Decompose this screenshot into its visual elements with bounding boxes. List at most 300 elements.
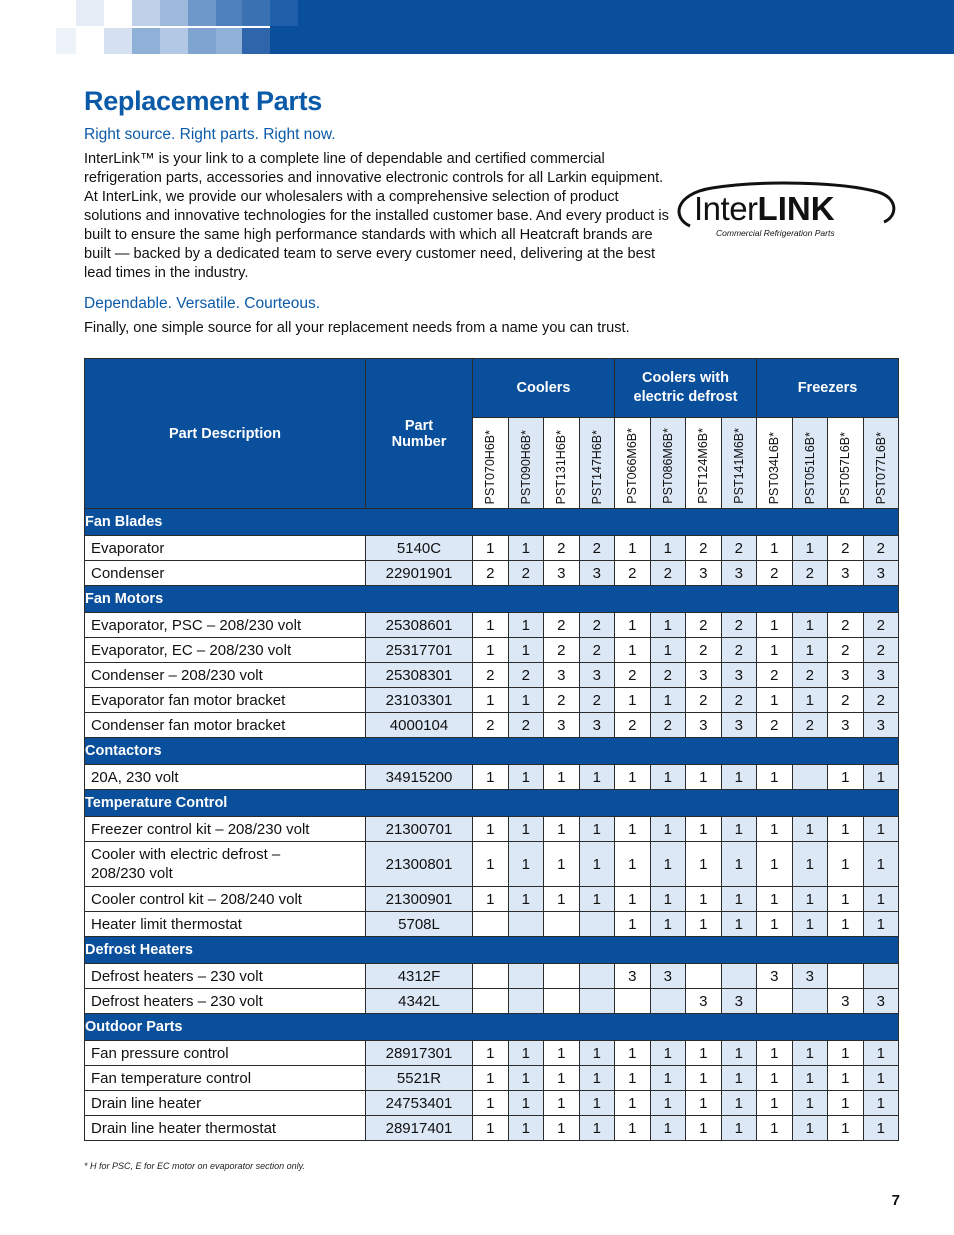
quantity-cell: 1: [792, 536, 828, 561]
quantity-cell: 2: [686, 536, 722, 561]
model-label: PST077L6B*: [873, 431, 888, 504]
quantity-cell: [828, 964, 864, 989]
quantity-cell: 3: [863, 989, 899, 1014]
part-description: Drain line heater thermostat: [85, 1116, 366, 1141]
part-description: Freezer control kit – 208/230 volt: [85, 817, 366, 842]
quantity-cell: 1: [615, 842, 651, 887]
quantity-cell: 1: [579, 1116, 615, 1141]
logo-wordmark: [694, 190, 835, 228]
quantity-cell: 1: [508, 1091, 544, 1116]
quantity-cell: 1: [473, 1091, 509, 1116]
quantity-cell: 3: [686, 663, 722, 688]
model-header: [544, 418, 580, 509]
quantity-cell: 1: [828, 817, 864, 842]
quantity-cell: 1: [650, 817, 686, 842]
quantity-cell: 1: [508, 765, 544, 790]
quantity-cell: 1: [508, 536, 544, 561]
quantity-cell: 1: [757, 842, 793, 887]
table-row: [85, 817, 899, 842]
quantity-cell: 1: [615, 1091, 651, 1116]
quantity-cell: [579, 964, 615, 989]
quantity-cell: 2: [650, 663, 686, 688]
page-number: 7: [891, 1192, 900, 1209]
quantity-cell: 2: [757, 713, 793, 738]
quantity-cell: 2: [508, 713, 544, 738]
quantity-cell: 1: [757, 887, 793, 912]
part-number: 28917301: [366, 1041, 473, 1066]
quantity-cell: [544, 989, 580, 1014]
quantity-cell: 1: [792, 613, 828, 638]
quantity-cell: [508, 989, 544, 1014]
quantity-cell: 3: [721, 663, 757, 688]
quantity-cell: 1: [686, 1066, 722, 1091]
quantity-cell: [863, 964, 899, 989]
quantity-cell: 1: [686, 912, 722, 937]
part-number: 25317701: [366, 638, 473, 663]
quantity-cell: 1: [544, 887, 580, 912]
logo-link: LINK: [757, 190, 835, 227]
table-row: [85, 964, 899, 989]
part-number: 21300801: [366, 842, 473, 887]
quantity-cell: 1: [473, 1041, 509, 1066]
quantity-cell: 3: [863, 561, 899, 586]
quantity-cell: 1: [721, 765, 757, 790]
group-freezers: Freezers: [757, 359, 899, 418]
quantity-cell: 1: [721, 1066, 757, 1091]
table-row: [85, 688, 899, 713]
quantity-cell: 1: [473, 688, 509, 713]
table-row: [85, 713, 899, 738]
banner-square: [160, 0, 188, 26]
model-header: [615, 418, 651, 509]
quantity-cell: 2: [473, 713, 509, 738]
banner-square: [216, 28, 242, 54]
quantity-cell: 1: [863, 1066, 899, 1091]
table-row: [85, 561, 899, 586]
quantity-cell: [579, 989, 615, 1014]
quantity-cell: 1: [721, 912, 757, 937]
model-header: [650, 418, 686, 509]
banner-square: [76, 0, 104, 26]
quantity-cell: 1: [721, 887, 757, 912]
quantity-cell: 1: [863, 1091, 899, 1116]
quantity-cell: 3: [863, 713, 899, 738]
quantity-cell: 3: [721, 561, 757, 586]
quantity-cell: 1: [615, 1116, 651, 1141]
table-row: [85, 989, 899, 1014]
quantity-cell: 3: [828, 663, 864, 688]
quantity-cell: 1: [544, 1116, 580, 1141]
quantity-cell: 3: [757, 964, 793, 989]
part-number: 4342L: [366, 989, 473, 1014]
quantity-cell: 3: [615, 964, 651, 989]
quantity-cell: 1: [508, 1116, 544, 1141]
table-row: [85, 663, 899, 688]
quantity-cell: 1: [473, 765, 509, 790]
quantity-cell: 1: [650, 912, 686, 937]
quantity-cell: 2: [544, 688, 580, 713]
section-title: Defrost Heaters: [85, 937, 899, 964]
quantity-cell: [508, 964, 544, 989]
part-number: 5708L: [366, 912, 473, 937]
part-description: Fan pressure control: [85, 1041, 366, 1066]
quantity-cell: [473, 964, 509, 989]
quantity-cell: 1: [828, 765, 864, 790]
quantity-cell: 1: [473, 842, 509, 887]
model-label: PST090H6B*: [518, 429, 533, 504]
logo-tagline: Commercial Refrigeration Parts: [716, 228, 835, 238]
section-title: Temperature Control: [85, 790, 899, 817]
quantity-cell: 1: [686, 817, 722, 842]
quantity-cell: 1: [579, 842, 615, 887]
quantity-cell: 2: [544, 638, 580, 663]
quantity-cell: 1: [757, 613, 793, 638]
quantity-cell: 1: [544, 765, 580, 790]
quantity-cell: 1: [473, 613, 509, 638]
quantity-cell: 1: [544, 1066, 580, 1091]
quantity-cell: 1: [686, 887, 722, 912]
quantity-cell: 1: [828, 1066, 864, 1091]
quantity-cell: 2: [828, 536, 864, 561]
quantity-cell: 1: [863, 1116, 899, 1141]
quantity-cell: 1: [615, 912, 651, 937]
quantity-cell: 1: [615, 638, 651, 663]
part-description: Evaporator: [85, 536, 366, 561]
part-number: 28917401: [366, 1116, 473, 1141]
quantity-cell: 2: [721, 536, 757, 561]
quantity-cell: 2: [863, 688, 899, 713]
model-label: PST086M6B*: [660, 428, 675, 504]
quantity-cell: [650, 989, 686, 1014]
quantity-cell: [792, 765, 828, 790]
quantity-cell: 1: [650, 536, 686, 561]
table-row: [85, 842, 899, 887]
quantity-cell: 3: [686, 989, 722, 1014]
quantity-cell: 1: [615, 1066, 651, 1091]
banner-square: [160, 28, 188, 54]
table-row: [85, 1116, 899, 1141]
group-coolers: Coolers: [473, 359, 615, 418]
quantity-cell: 1: [686, 1041, 722, 1066]
quantity-cell: 2: [508, 561, 544, 586]
quantity-cell: 3: [686, 713, 722, 738]
table-row: [85, 765, 899, 790]
quantity-cell: 1: [615, 1041, 651, 1066]
quantity-cell: 1: [792, 912, 828, 937]
quantity-cell: 3: [544, 561, 580, 586]
quantity-cell: 1: [721, 817, 757, 842]
quantity-cell: 1: [544, 842, 580, 887]
quantity-cell: 1: [863, 842, 899, 887]
quantity-cell: 1: [792, 1066, 828, 1091]
part-description: Condenser fan motor bracket: [85, 713, 366, 738]
quantity-cell: 1: [828, 842, 864, 887]
quantity-cell: 2: [473, 663, 509, 688]
quantity-cell: 1: [579, 1091, 615, 1116]
quantity-cell: 1: [792, 1041, 828, 1066]
quantity-cell: 1: [508, 887, 544, 912]
quantity-cell: 3: [544, 663, 580, 688]
part-description: 20A, 230 volt: [85, 765, 366, 790]
quantity-cell: [508, 912, 544, 937]
quantity-cell: 1: [579, 817, 615, 842]
part-description: Heater limit thermostat: [85, 912, 366, 937]
table-row: [85, 1066, 899, 1091]
interlink-logo: [672, 176, 900, 242]
quantity-cell: 1: [828, 912, 864, 937]
quantity-cell: 1: [792, 887, 828, 912]
section-row: [85, 790, 899, 817]
quantity-cell: 1: [650, 638, 686, 663]
banner-square: [242, 0, 270, 26]
quantity-cell: 1: [579, 887, 615, 912]
quantity-cell: 2: [686, 638, 722, 663]
section-title: Fan Motors: [85, 586, 899, 613]
model-header: [828, 418, 864, 509]
quantity-cell: 1: [757, 817, 793, 842]
quantity-cell: 1: [508, 688, 544, 713]
quantity-cell: 1: [721, 1116, 757, 1141]
table-row: [85, 887, 899, 912]
quantity-cell: 1: [828, 1041, 864, 1066]
part-number: 34915200: [366, 765, 473, 790]
quantity-cell: [792, 989, 828, 1014]
table-row: [85, 1041, 899, 1066]
quantity-cell: 1: [721, 1041, 757, 1066]
quantity-cell: 2: [615, 713, 651, 738]
quantity-cell: 1: [473, 817, 509, 842]
model-label: PST147H6B*: [589, 429, 604, 504]
parts-body: [85, 509, 899, 1141]
quantity-cell: 1: [686, 1091, 722, 1116]
quantity-cell: 2: [721, 638, 757, 663]
section-row: [85, 509, 899, 536]
quantity-cell: 2: [828, 613, 864, 638]
quantity-cell: 3: [828, 713, 864, 738]
quantity-cell: 1: [650, 887, 686, 912]
quantity-cell: 2: [615, 663, 651, 688]
quantity-cell: 3: [579, 713, 615, 738]
quantity-cell: 1: [544, 1041, 580, 1066]
quantity-cell: 3: [863, 663, 899, 688]
table-row: [85, 536, 899, 561]
quantity-cell: 1: [721, 842, 757, 887]
quantity-cell: 2: [721, 688, 757, 713]
quantity-cell: 1: [615, 765, 651, 790]
model-label: PST066M6B*: [625, 428, 640, 504]
table-row: [85, 1091, 899, 1116]
section-row: [85, 1014, 899, 1041]
banner-square: [242, 28, 270, 54]
banner-square: [132, 28, 160, 54]
quantity-cell: 2: [473, 561, 509, 586]
quantity-cell: 2: [757, 663, 793, 688]
model-label: PST141M6B*: [731, 428, 746, 504]
part-number: 4312F: [366, 964, 473, 989]
quantity-cell: 1: [473, 638, 509, 663]
quantity-cell: 1: [863, 887, 899, 912]
quantity-cell: 1: [828, 1091, 864, 1116]
section-title: Outdoor Parts: [85, 1014, 899, 1041]
quantity-cell: 1: [792, 1091, 828, 1116]
quantity-cell: 1: [650, 765, 686, 790]
quantity-cell: 1: [828, 1116, 864, 1141]
quantity-cell: 1: [792, 842, 828, 887]
part-description: Drain line heater: [85, 1091, 366, 1116]
quantity-cell: 1: [863, 765, 899, 790]
quantity-cell: 1: [721, 1091, 757, 1116]
quantity-cell: 3: [721, 989, 757, 1014]
quantity-cell: 3: [579, 561, 615, 586]
quantity-cell: 2: [686, 613, 722, 638]
quantity-cell: 1: [615, 887, 651, 912]
section-title: Contactors: [85, 738, 899, 765]
model-label: PST051L6B*: [802, 431, 817, 504]
part-number: 5521R: [366, 1066, 473, 1091]
intro-paragraph: InterLink™ is your link to a complete line of dependable and certified commercial refrigeration parts, accessories and innovative electronic controls for all Larkin equipment. At InterLink, we provide our wholesalers with a comprehensive selection of product solutions and innovative technologies for the installed customer base. And every product is built to ensure the same high performance standards with which all Heatcraft brands are built — backed by a dedicated team to serve every customer need, delivering at the best lead times in the industry.: [84, 151, 669, 281]
quantity-cell: [473, 912, 509, 937]
quantity-cell: [721, 964, 757, 989]
quantity-cell: 1: [579, 1066, 615, 1091]
quantity-cell: 2: [615, 561, 651, 586]
part-number: 21300701: [366, 817, 473, 842]
quantity-cell: 3: [828, 989, 864, 1014]
model-label: PST070H6B*: [483, 429, 498, 504]
quantity-cell: [579, 912, 615, 937]
part-description: Cooler control kit – 208/240 volt: [85, 887, 366, 912]
quantity-cell: 1: [650, 1091, 686, 1116]
quantity-cell: 1: [757, 1116, 793, 1141]
quantity-cell: 1: [508, 638, 544, 663]
quantity-cell: 2: [828, 688, 864, 713]
banner-square: [56, 28, 76, 54]
part-description: Fan temperature control: [85, 1066, 366, 1091]
quantity-cell: 1: [686, 842, 722, 887]
quantity-cell: 1: [615, 688, 651, 713]
quantity-cell: 2: [686, 688, 722, 713]
part-description: Evaporator fan motor bracket: [85, 688, 366, 713]
part-description: Evaporator, EC – 208/230 volt: [85, 638, 366, 663]
quantity-cell: 1: [792, 638, 828, 663]
quantity-cell: 3: [686, 561, 722, 586]
model-label: PST057L6B*: [838, 431, 853, 504]
col-part-number: Part Number: [366, 359, 473, 509]
table-row: [85, 613, 899, 638]
quantity-cell: 1: [863, 817, 899, 842]
group-coolers-defrost: Coolers with electric defrost: [615, 359, 757, 418]
quantity-cell: 1: [686, 1116, 722, 1141]
model-header: [757, 418, 793, 509]
quantity-cell: 2: [721, 613, 757, 638]
banner-square: [132, 0, 160, 26]
closing-paragraph: Finally, one simple source for all your replacement needs from a name you can trust.: [84, 320, 630, 336]
part-description: Defrost heaters – 230 volt: [85, 989, 366, 1014]
quantity-cell: 2: [579, 536, 615, 561]
quantity-cell: 1: [757, 1091, 793, 1116]
quantity-cell: 1: [828, 887, 864, 912]
quantity-cell: 1: [757, 688, 793, 713]
section-row: [85, 586, 899, 613]
quantity-cell: 2: [579, 613, 615, 638]
model-label: PST124M6B*: [696, 428, 711, 504]
quantity-cell: 2: [650, 713, 686, 738]
quantity-cell: 1: [508, 817, 544, 842]
subheading-2: Dependable. Versatile. Courteous.: [84, 295, 321, 312]
quantity-cell: 1: [757, 765, 793, 790]
quantity-cell: 1: [508, 1041, 544, 1066]
quantity-cell: 2: [863, 613, 899, 638]
banner-square: [270, 0, 298, 26]
quantity-cell: 1: [615, 536, 651, 561]
part-description: Condenser: [85, 561, 366, 586]
quantity-cell: 1: [579, 1041, 615, 1066]
quantity-cell: 3: [792, 964, 828, 989]
quantity-cell: [544, 964, 580, 989]
subheading-1: Right source. Right parts. Right now.: [84, 126, 336, 143]
part-description: Evaporator, PSC – 208/230 volt: [85, 613, 366, 638]
quantity-cell: 1: [792, 1116, 828, 1141]
quantity-cell: 1: [757, 1041, 793, 1066]
header-banner: [0, 0, 954, 54]
quantity-cell: 2: [828, 638, 864, 663]
part-number: 5140C: [366, 536, 473, 561]
quantity-cell: 1: [792, 688, 828, 713]
model-header: [579, 418, 615, 509]
quantity-cell: 1: [650, 613, 686, 638]
quantity-cell: [686, 964, 722, 989]
quantity-cell: 1: [508, 613, 544, 638]
quantity-cell: 1: [757, 1066, 793, 1091]
section-title: Fan Blades: [85, 509, 899, 536]
quantity-cell: 1: [650, 842, 686, 887]
table-row: [85, 912, 899, 937]
quantity-cell: 2: [792, 561, 828, 586]
model-header: [863, 418, 899, 509]
quantity-cell: 2: [650, 561, 686, 586]
quantity-cell: 1: [508, 1066, 544, 1091]
quantity-cell: 1: [757, 912, 793, 937]
table-row: [85, 638, 899, 663]
part-number: 25308601: [366, 613, 473, 638]
section-row: [85, 937, 899, 964]
banner-square: [216, 0, 242, 26]
quantity-cell: 2: [508, 663, 544, 688]
quantity-cell: 2: [863, 536, 899, 561]
quantity-cell: 1: [863, 1041, 899, 1066]
quantity-cell: 2: [757, 561, 793, 586]
quantity-cell: 1: [473, 887, 509, 912]
quantity-cell: 1: [544, 817, 580, 842]
model-header: [721, 418, 757, 509]
part-description: Defrost heaters – 230 volt: [85, 964, 366, 989]
model-label: PST034L6B*: [767, 431, 782, 504]
quantity-cell: 1: [473, 1066, 509, 1091]
quantity-cell: 2: [579, 638, 615, 663]
quantity-cell: 1: [615, 613, 651, 638]
banner-square: [188, 28, 216, 54]
banner-square: [188, 0, 216, 26]
col-part-description: Part Description: [85, 359, 366, 509]
quantity-cell: 1: [544, 1091, 580, 1116]
part-number: 24753401: [366, 1091, 473, 1116]
part-number: 25308301: [366, 663, 473, 688]
part-number: 4000104: [366, 713, 473, 738]
quantity-cell: 2: [579, 688, 615, 713]
quantity-cell: 2: [792, 663, 828, 688]
quantity-cell: 1: [757, 536, 793, 561]
quantity-cell: 1: [650, 1116, 686, 1141]
quantity-cell: 3: [544, 713, 580, 738]
